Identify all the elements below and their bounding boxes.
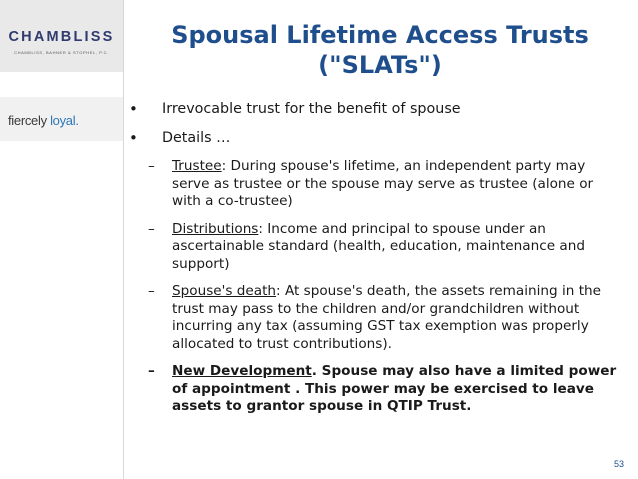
- slide-title: [130, 20, 630, 80]
- dash-glyph: –: [148, 220, 155, 237]
- sub-item-term: Trustee: [172, 158, 222, 174]
- sub-item-term: New Development: [172, 363, 312, 379]
- sub-item-text: : At spouse's death, the assets remaining in the trust may pass to the children and/or grandchildren without incurring any tax (assuming GST tax exemption was properly allocated to trust contributions).: [172, 283, 602, 352]
- bullet-text: Irrevocable trust for the benefit of spouse: [162, 101, 461, 117]
- sub-item-text: : During spouse's lifetime, an independent party may serve as trustee or the spouse may serve as trustee (alone or with a co-trustee): [172, 158, 594, 209]
- sub-item-term: Spouse's death: [172, 283, 277, 299]
- sub-item-spouses-death: [148, 283, 620, 353]
- sidebar: [0, 0, 124, 479]
- slide-content: [129, 100, 620, 426]
- sub-item-text: . Spouse may also have a limited power of appointment . This power may be exercised to leave assets to grantor spouse in QTIP Trust.: [172, 363, 617, 414]
- page-number: 53: [613, 459, 624, 469]
- sub-item-text: : Income and principal to spouse under an ascertainable standard (health, education, maintenance and support): [172, 220, 585, 272]
- dash-glyph: –: [148, 363, 155, 379]
- tagline: [8, 113, 79, 128]
- dash-glyph: –: [148, 158, 155, 174]
- sub-item-trustee: [148, 158, 620, 211]
- bullet-glyph: •: [129, 100, 138, 118]
- logo-box: [0, 0, 123, 72]
- slide-title-line1: Spousal Lifetime Access Trusts: [171, 21, 589, 49]
- bullet-text: Details …: [162, 130, 231, 146]
- slide-title-line2: ("SLATs"): [318, 51, 442, 79]
- bullet-item: [129, 100, 620, 118]
- firm-logo: CHAMBLISS: [8, 29, 115, 45]
- tagline-accent: loyal.: [50, 113, 79, 128]
- sub-item-term: Distributions: [172, 220, 259, 237]
- dash-glyph: –: [148, 283, 155, 299]
- tagline-prefix: fiercely: [8, 113, 51, 128]
- bullet-glyph: •: [129, 129, 138, 147]
- sub-item-distributions: [148, 221, 620, 274]
- bullet-item: [129, 129, 620, 147]
- firm-logo-subtext: CHAMBLISS, BAHNER & STOPHEL, P.C.: [14, 50, 109, 55]
- sub-item-new-development: [148, 363, 620, 416]
